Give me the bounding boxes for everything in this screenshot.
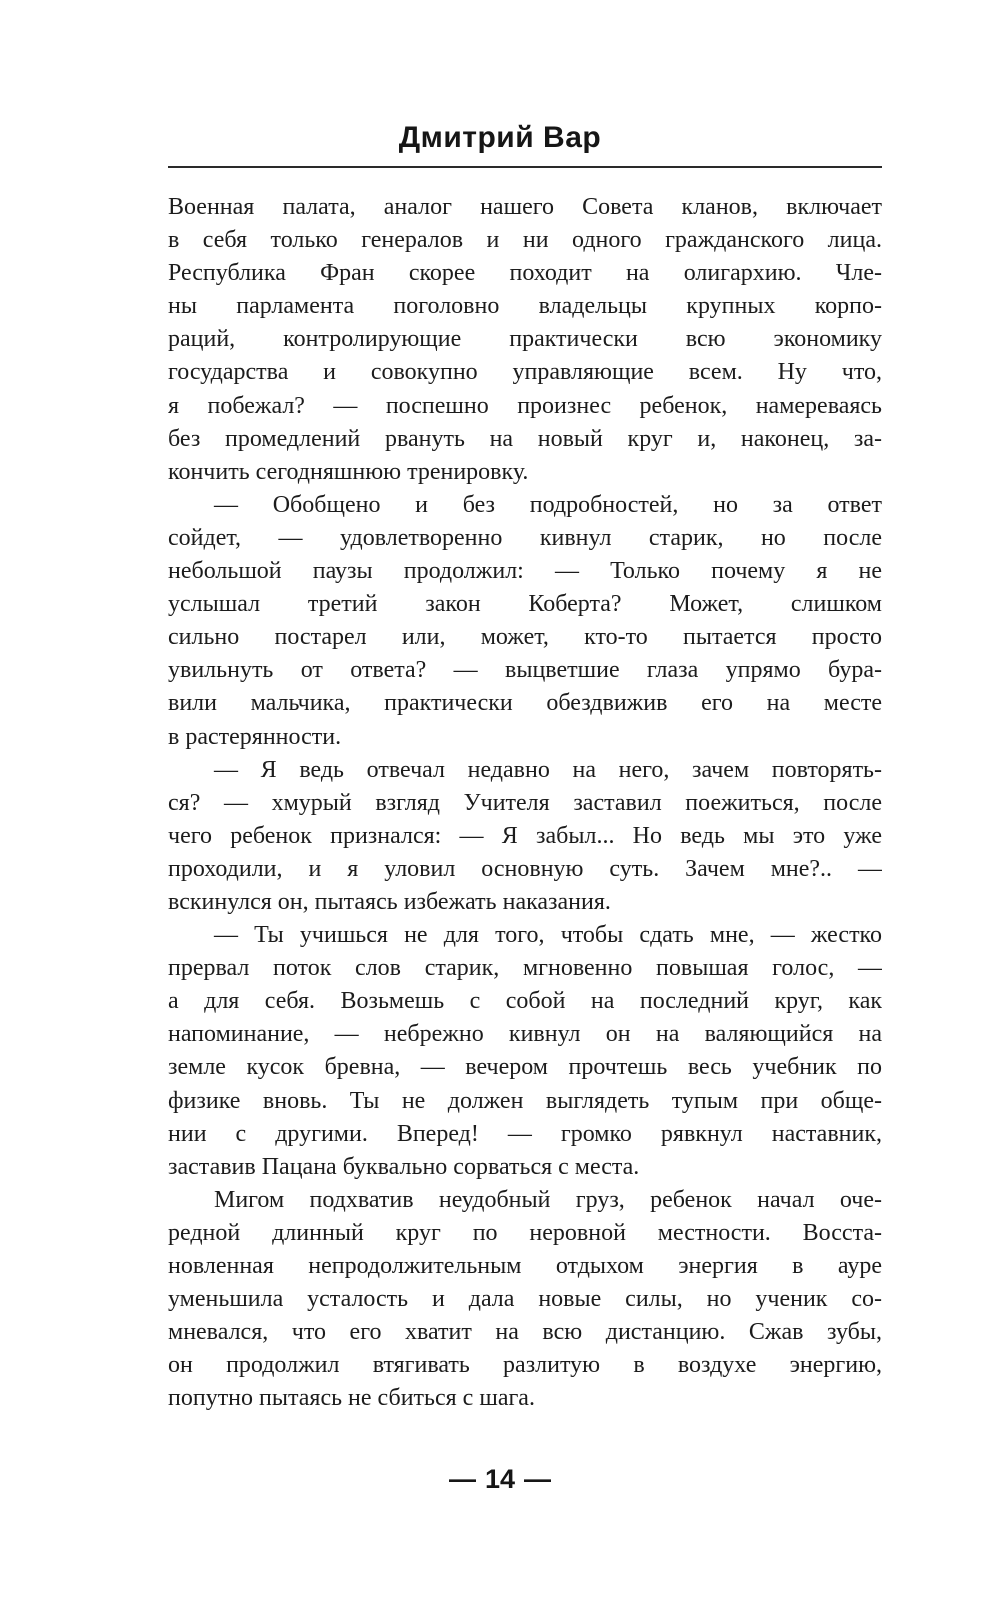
text-line: ны парламента поголовно владельцы крупных корпо- [168, 293, 882, 320]
text-line: государства и совокупно управляющие всем. Ну что, [168, 359, 882, 386]
text-line: кончить сегодняшнюю тренировку. [168, 458, 529, 485]
text-line: в себя только генералов и ни одного гражданского лица. [168, 227, 882, 254]
text-line: — Обобщено и без подробностей, но за ответ [214, 491, 882, 518]
text-line: в растерянности. [168, 723, 342, 750]
text-line: прервал поток слов старик, мгновенно повышая голос, — [168, 955, 882, 982]
text-line: нии с другими. Вперед! — громко рявкнул наставник, [168, 1120, 882, 1147]
text-line: увильнуть от ответа? — выцветшие глаза упрямо бура- [168, 657, 882, 684]
text-line: физике вновь. Ты не должен выглядеть тупым при обще- [168, 1087, 882, 1114]
text-line: раций, контролирующие практически всю экономику [168, 326, 882, 353]
body-text [168, 191, 882, 1415]
text-line: чего ребенок признался: — Я забыл... Но ведь мы это уже [168, 822, 882, 849]
text-line: сильно постарел или, может, кто-то пытается просто [168, 624, 882, 651]
text-line: проходили, и я уловил основную суть. Зачем мне?.. — [168, 855, 882, 882]
text-line: напоминание, — небрежно кивнул он на валяющийся на [168, 1021, 882, 1048]
header-rule [168, 166, 882, 168]
text-line: вили мальчика, практически обездвижив его на месте [168, 690, 882, 717]
page-number [0, 1464, 1000, 1495]
text-line: Мигом подхватив неудобный груз, ребенок начал оче- [214, 1186, 882, 1213]
text-line: а для себя. Возьмешь с собой на последний круг, как [168, 988, 882, 1015]
text-line: уменьшила усталость и дала новые силы, но ученик со- [168, 1286, 882, 1313]
text-line: без промедлений рвануть на новый круг и, наконец, за- [168, 425, 882, 452]
text-line: — Ты учишься не для того, чтобы сдать мне, — жестко [214, 922, 882, 949]
text-line: услышал третий закон Коберта? Может, слишком [168, 591, 882, 618]
text-line: земле кусок бревна, — вечером прочтешь весь учебник по [168, 1054, 882, 1081]
text-line: Военная палата, аналог нашего Совета кланов, включает [168, 194, 882, 220]
text-line: попутно пытаясь не сбиться с шага. [168, 1385, 535, 1412]
page-number-value: 14 [484, 1464, 516, 1494]
page-number-right-dash: — [524, 1464, 552, 1494]
text-line: вскинулся он, пытаясь избежать наказания. [168, 888, 611, 915]
text-line: мневался, что его хватит на всю дистанцию. Сжав зубы, [168, 1319, 882, 1346]
text-line: — Я ведь отвечал недавно на него, зачем повторять- [214, 756, 882, 783]
text-line: ся? — хмурый взгляд Учителя заставил поежиться, после [168, 789, 882, 816]
text-line: Республика Фран скорее походит на олигархию. Чле- [168, 260, 882, 287]
text-line: новленная непродолжительным отдыхом энергия в ауре [168, 1253, 882, 1279]
text-line: сойдет, — удовлетворенно кивнул старик, но после [168, 524, 882, 551]
running-header: Дмитрий Вар [398, 121, 602, 154]
text-line: я побежал? — поспешно произнес ребенок, намереваясь [168, 392, 882, 419]
text-line: заставив Пацана буквально сорваться с места. [168, 1153, 640, 1180]
text-line: небольшой паузы продолжил: — Только почему я не [168, 558, 882, 585]
page-number-left-dash: — [448, 1464, 476, 1494]
text-line: он продолжил втягивать разлитую в воздухе энергию, [168, 1352, 882, 1379]
text-line: редной длинный круг по неровной местности. Восста- [168, 1219, 882, 1246]
